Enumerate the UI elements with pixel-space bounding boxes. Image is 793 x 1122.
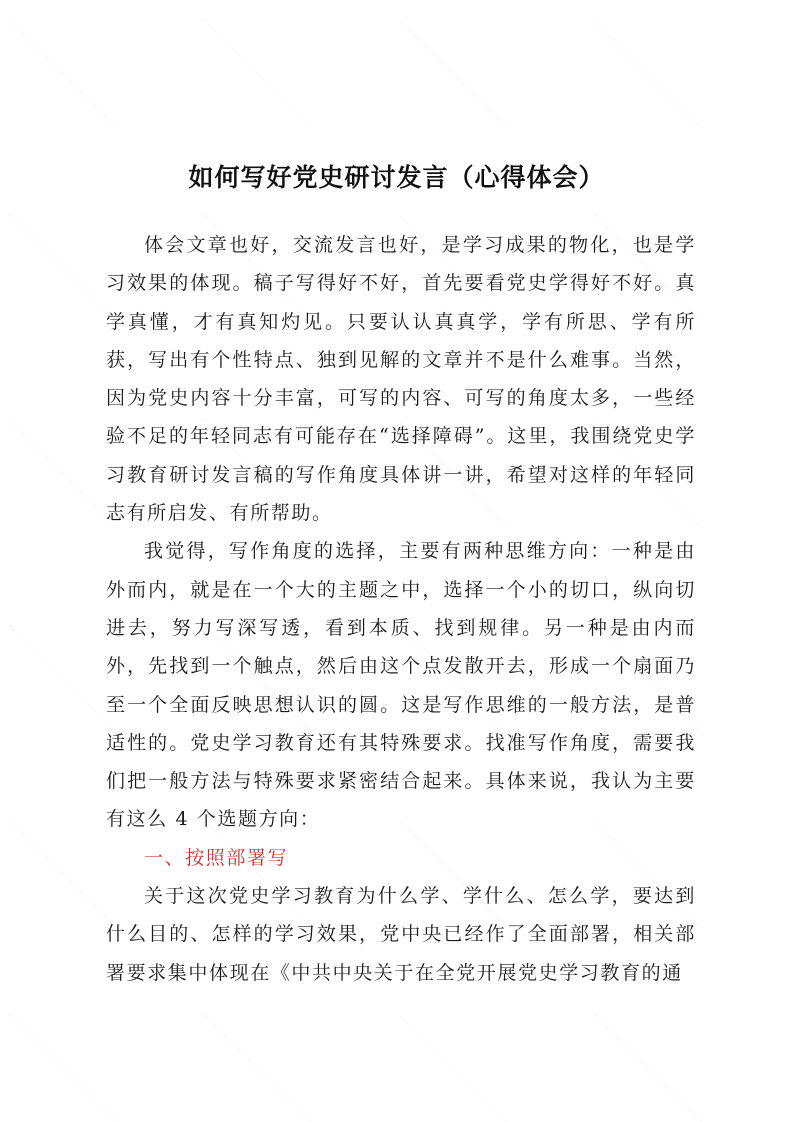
- watermark-mark: [594, 1015, 701, 1122]
- watermark-mark: [9, 1015, 116, 1122]
- watermark-mark: [9, 20, 116, 127]
- watermark-mark: [9, 625, 116, 732]
- document-body: [106, 226, 696, 992]
- watermark-mark: [594, 20, 701, 127]
- body-paragraph-1: 体会文章也好，交流发言也好，是学习成果的物化，也是学习效果的体现。稿子写得好不好，首先要看党史学得好不好。真学真懂，才有真知灼见。只要认认真真学，学有所思、学有所获，写出有个性特点、独到见解的文章并不是什么难事。当然，因为党史内容十分丰富，可写的内容、可写的角度太多，一些经验不足的年轻同志有可能存在“选择障碍”。这里，我围绕党史学习教育研讨发言稿的写作角度具体讲一讲，希望对这样的年轻同志有所启发、有所帮助。: [106, 234, 696, 525]
- watermark-mark: [399, 1015, 506, 1122]
- watermark-mark: [9, 820, 116, 927]
- watermark-mark: [204, 1015, 311, 1122]
- body-paragraph-2: 我觉得，写作角度的选择，主要有两种思维方向：一种是由外而内，就是在一个大的主题之中，选择一个小的切口，纵向切进去，努力写深写透，看到本质、找到规律。另一种是由内而外，先找到一个触点，然后由这个点发散开去，形成一个扇面乃至一个全面反映思想认识的圆。这是写作思维的一般方法，是普适性的。党史学习教育还有其特殊要求。找准写作角度，需要我们把一般方法与特殊要求紧密结合起来。具体来说，我认为主要有这么 4 个选题方向：: [106, 540, 696, 831]
- section-heading: 一、按照部署写: [144, 846, 289, 869]
- watermark-mark: [204, 20, 311, 127]
- watermark-mark: [399, 20, 506, 127]
- watermark-mark: [9, 215, 116, 322]
- watermark-mark: [9, 420, 116, 527]
- section-paragraph: 关于这次党史学习教育为什么学、学什么、怎么学，要达到什么目的、怎样的学习效果，党中央已经作了全面部署，相关部署要求集中体现在《中共中央关于在全党开展党史学习教育的通: [106, 885, 696, 984]
- document-title: 如何写好党史研讨发言（心得体会）: [188, 163, 605, 192]
